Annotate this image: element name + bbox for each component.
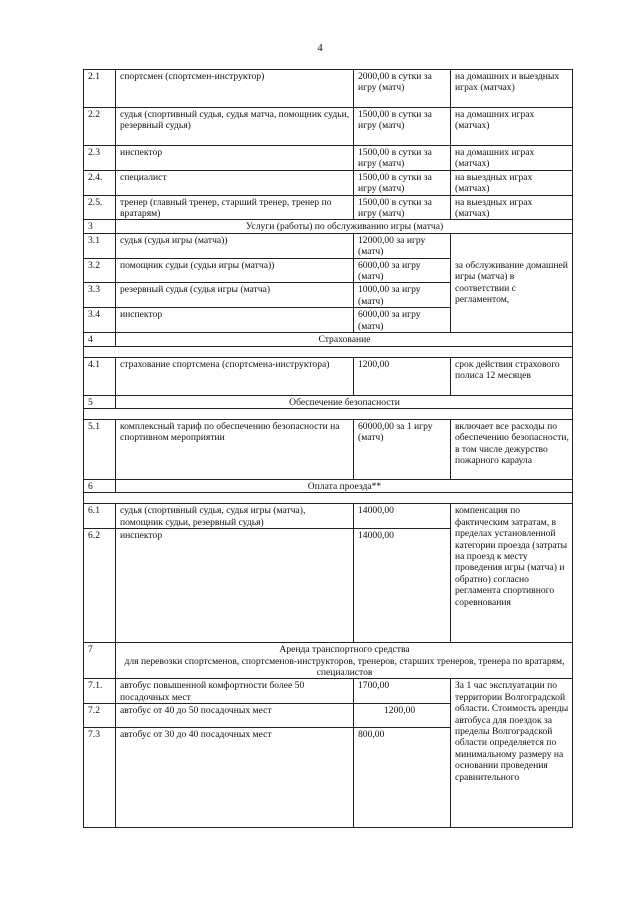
- row-price: 60000,00 за 1 игру (матч): [354, 419, 451, 479]
- section-title: Оплата проезда**: [116, 479, 573, 492]
- table-row: [84, 419, 573, 479]
- table-row: [84, 679, 573, 704]
- row-note: компенсация по фактическим затратам, в пределах установленной категории проезда (затраты на проезд к месту проведения игры (матча) и обратно) согласно регламента спортивного соревнования: [451, 504, 573, 643]
- row-name: комплексный тариф по обеспечению безопасности на спортивном мероприятии: [116, 419, 354, 479]
- row-price: 1500,00 в сутки за игру (матч): [354, 108, 451, 146]
- section-number: 3: [84, 220, 116, 233]
- row-price: 6000,00 за игру (матч): [354, 308, 451, 333]
- row-number: 2.3: [84, 146, 116, 171]
- row-note: на домашних играх (матчах): [451, 108, 573, 146]
- table-row: [84, 195, 573, 220]
- row-price: 14000,00: [354, 529, 451, 643]
- section-header-row: [84, 333, 573, 346]
- spacer: [84, 408, 573, 419]
- row-price: 6000,00 за игру (матч): [354, 258, 451, 283]
- row-name: судья (спортивный судья, судья игры (матча), помощник судьи, резервный судья): [116, 504, 354, 529]
- row-name: судья (судья игры (матча)): [116, 233, 354, 258]
- row-price: 2000,00 в сутки за игру (матч): [354, 70, 451, 108]
- table-row: [84, 233, 573, 258]
- row-note: За 1 час эксплуатации по территории Волгоградской области. Стоимость аренды автобуса для поездок за пределы Волгоградской области определяется по минимальному размеру на основании проведения сравнительного: [451, 679, 573, 828]
- spacer-row: [84, 408, 573, 419]
- table-row: [84, 170, 573, 195]
- row-price: 1500,00 в сутки за игру (матч): [354, 170, 451, 195]
- row-price: 1000,00 за игру (матч): [354, 283, 451, 308]
- row-name: автобус от 40 до 50 посадочных мест: [116, 704, 354, 728]
- row-number: 2.2: [84, 108, 116, 146]
- row-name: помощник судьи (судьи игры (матча)): [116, 258, 354, 283]
- section-title: Услуги (работы) по обслуживанию игры (матча): [116, 220, 573, 233]
- row-note: на выездных играх (матчах): [451, 170, 573, 195]
- table-row: [84, 146, 573, 171]
- table-row: [84, 357, 573, 395]
- row-number: 3.1: [84, 233, 116, 258]
- tariff-table: [83, 69, 573, 828]
- row-price: 12000,00 за игру (матч): [354, 233, 451, 258]
- table-row: [84, 108, 573, 146]
- row-number: 7.2: [84, 704, 116, 728]
- row-name: специалист: [116, 170, 354, 195]
- page-number: 4: [317, 42, 323, 54]
- spacer-row: [84, 493, 573, 504]
- row-name: тренер (главный тренер, старший тренер, тренер по вратарям): [116, 195, 354, 220]
- row-price: 1500,00 в сутки за игру (матч): [354, 146, 451, 171]
- spacer: [84, 346, 573, 357]
- section-title: Обеспечение безопасности: [116, 395, 573, 408]
- row-number: 6.1: [84, 504, 116, 529]
- row-price: 1200,00: [354, 357, 451, 395]
- spacer: [84, 493, 573, 504]
- row-note: за обслуживание домашней игры (матча) в соответствии с регламентом,: [451, 233, 573, 332]
- row-number: 3.2: [84, 258, 116, 283]
- spacer-row: [84, 346, 573, 357]
- row-name: автобус повышенной комфортности более 50 посадочных мест: [116, 679, 354, 704]
- section-header-row: [84, 220, 573, 233]
- table-row: [84, 70, 573, 108]
- row-note: на домашних и выездных играх (матчах): [451, 70, 573, 108]
- row-name: судья (спортивный судья, судья матча, помощник судьи, резервный судья): [116, 108, 354, 146]
- row-name: резервный судья (судья игры (матча): [116, 283, 354, 308]
- row-name: страхование спортсмена (спортсмена-инструктора): [116, 357, 354, 395]
- section-number: 4: [84, 333, 116, 346]
- row-number: 4.1: [84, 357, 116, 395]
- section-header-row: [84, 643, 573, 679]
- row-note: включает все расходы по обеспечению безопасности, в том числе дежурство пожарного караула: [451, 419, 573, 479]
- row-number: 2.1: [84, 70, 116, 108]
- section-number: 7: [84, 643, 116, 679]
- row-name: инспектор: [116, 308, 354, 333]
- row-name: автобус от 30 до 40 посадочных мест: [116, 728, 354, 828]
- row-number: 3.4: [84, 308, 116, 333]
- row-price: 1200,00: [354, 704, 451, 728]
- row-number: 2.4.: [84, 170, 116, 195]
- row-name: инспектор: [116, 146, 354, 171]
- section-title: Страхование: [116, 333, 573, 346]
- row-number: 3.3: [84, 283, 116, 308]
- row-number: 5.1: [84, 419, 116, 479]
- row-note: на выездных играх (матчах): [451, 195, 573, 220]
- row-number: 7.3: [84, 728, 116, 828]
- row-number: 6.2: [84, 529, 116, 643]
- table-row: [84, 504, 573, 529]
- row-name: спортсмен (спортсмен-инструктор): [116, 70, 354, 108]
- row-note: срок действия страхового полиса 12 месяцев: [451, 357, 573, 395]
- section-header-row: [84, 395, 573, 408]
- row-price: 1700,00: [354, 679, 451, 704]
- row-price: 800,00: [354, 728, 451, 828]
- section-number: 5: [84, 395, 116, 408]
- section-title: Аренда транспортного средства для перевозки спортсменов, спортсменов-инструкторов, тренеров, старших тренеров, тренера по вратарям, специалистов: [116, 643, 573, 679]
- section-number: 6: [84, 479, 116, 492]
- row-name: инспектор: [116, 529, 354, 643]
- section-header-row: [84, 479, 573, 492]
- row-note: на домашних играх (матчах): [451, 146, 573, 171]
- row-number: 2.5.: [84, 195, 116, 220]
- row-price: 14000,00: [354, 504, 451, 529]
- row-number: 7.1.: [84, 679, 116, 704]
- row-price: 1500,00 в сутки за игру (матч): [354, 195, 451, 220]
